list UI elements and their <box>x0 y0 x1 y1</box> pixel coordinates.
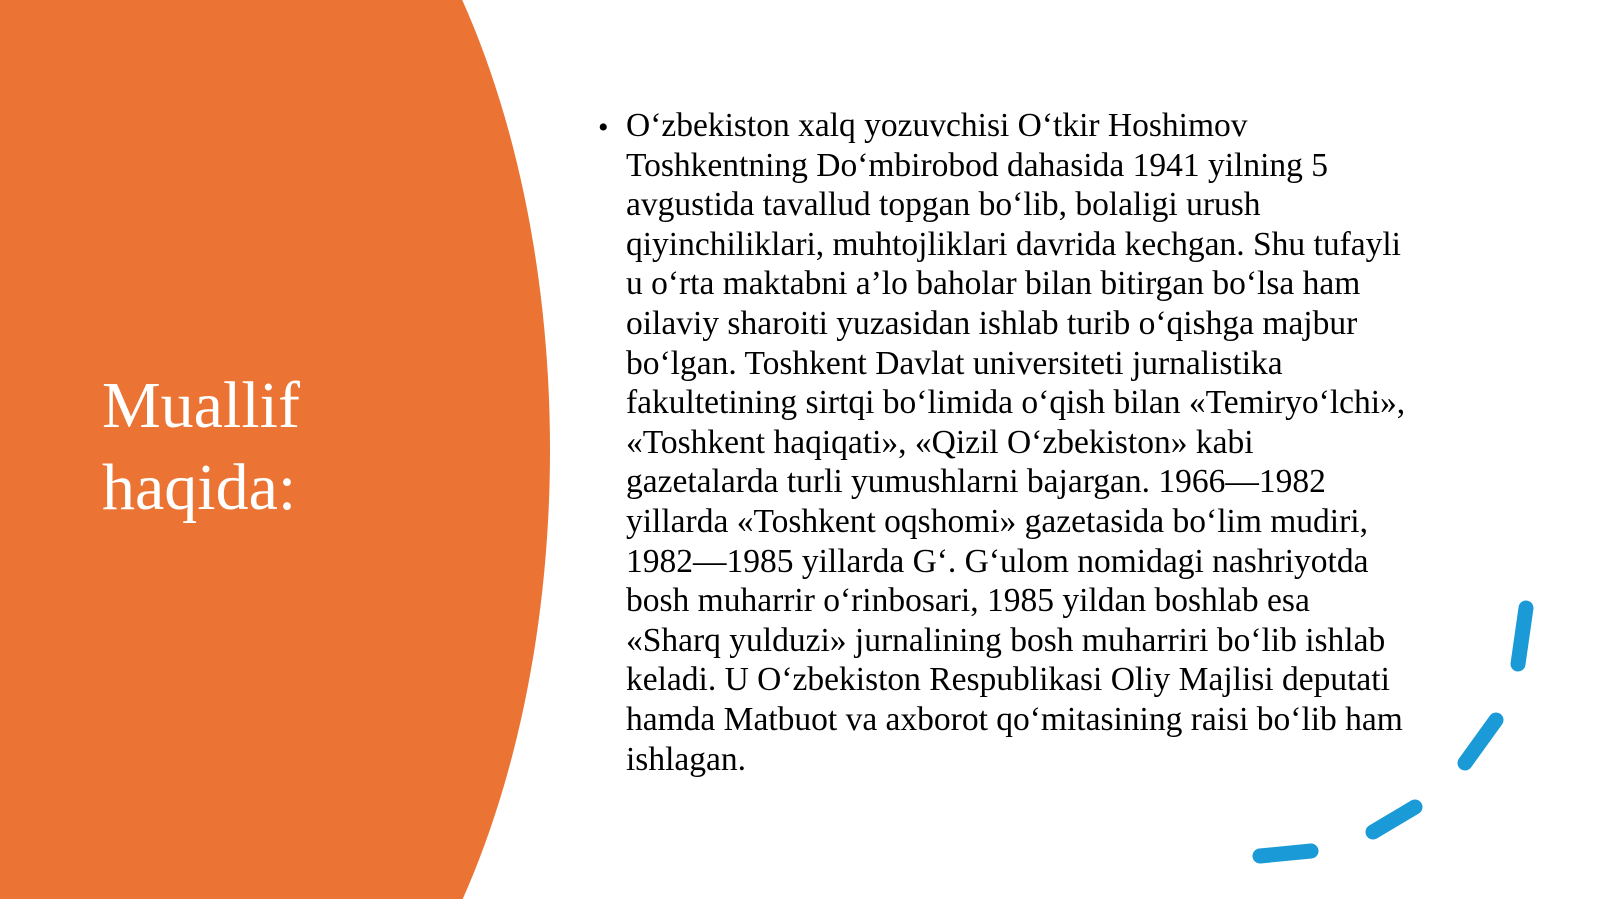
dash-1 <box>1518 608 1526 664</box>
dash-3 <box>1373 807 1415 832</box>
slide-title <box>102 365 462 529</box>
bullet-icon: • <box>598 111 609 144</box>
bullet-item <box>598 106 1498 779</box>
title-line-2: haqida: <box>102 451 297 524</box>
title-line-1: Muallif <box>102 369 300 442</box>
dash-4 <box>1260 851 1311 856</box>
content-area <box>598 106 1498 779</box>
bullet-text: O‘zbekiston xalq yozuvchisi O‘tkir Hoshimov Toshkentning Do‘mbirobod dahasida 1941 yilning 5 avgustida tavallud topgan bo‘lib, bolaligi urush qiyinchiliklari, muhtojliklari davrida kechgan. Shu tufayli u o‘rta maktabni a’lo baholar bilan bitirgan bo‘lsa ham oilaviy sharoiti yuzasidan ishlab turib o‘qishga majbur bo‘lgan. Toshkent Davlat universiteti jurnalistika fakultetining sirtqi bo‘limida o‘qish bilan «Temiryo‘lchi», «Toshkent haqiqati», «Qizil O‘zbekiston» kabi gazetalarda turli yumushlarni bajargan. 1966—1982 yillarda «Toshkent oqshomi» gazetasida bo‘lim mudiri, 1982—1985 yillarda G‘. G‘ulom nomidagi nashriyotda bosh muharrir o‘rinbosari, 1985 yildan boshlab esa «Sharq yulduzi» jurnalining bosh muharriri bo‘lib ishlab keladi. U O‘zbekiston Respublikasi Oliy Majlisi deputati hamda Matbuot va axborot qo‘mitasining raisi bo‘lib ham ishlagan. <box>626 107 1406 778</box>
